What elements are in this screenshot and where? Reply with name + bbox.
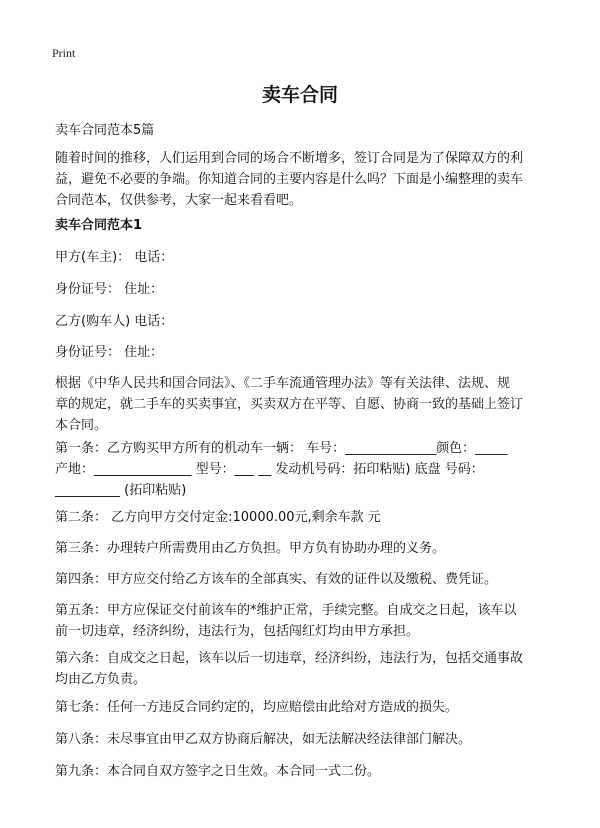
article-5-line: 第五条：甲方应保证交付前该车的*维护正常，手续完整。自成交之日起，该车以 [55,603,517,618]
article-2: 第二条： 乙方向甲方交付定金:10000.00元,剩余车款 元 [55,510,381,525]
intro-line: 随着时间的推移，人们运用到合同的场合不断增多，签订合同是为了保障双方的利 [55,151,524,166]
page-title: 卖车合同 [261,84,338,106]
section-heading: 卖车合同范本1 [55,218,143,233]
id-b-line: 身份证号： 住址： [55,345,164,360]
article-5-line: 前一切违章，经济纠纷，违法行为，包括闯红灯均由甲方承担。 [55,624,420,639]
article-8: 第八条：未尽事宜由甲乙双方协商后解决，如无法解决经法律部门解决。 [55,732,472,747]
article-6 [55,648,555,690]
party-a-line: 甲方(车主)： 电话： [55,250,174,265]
article-1-line: 产地：_______________ 型号：___ __ 发动机号码：拓印粘贴) 底盘 号码： [55,462,484,477]
article-9: 第九条：本合同自双方签字之日生效。本合同一式二份。 [55,764,381,779]
basis-line: 本合同。 [55,418,108,433]
subtitle: 卖车合同范本5篇 [55,123,155,138]
intro-line: 合同范本，仅供参考，大家一起来看看吧。 [55,193,303,208]
article-1-line: __________ (拓印粘贴) [55,483,187,498]
basis-line: 根据《中华人民共和国合同法》、《二手车流通管理办法》等有关法律、法规、规 [55,376,511,391]
intro-line: 益，避免不必要的争端。你知道合同的主要内容是什么吗？下面是小编整理的卖车 [55,172,524,187]
intro-paragraph [55,148,555,211]
basis-paragraph [55,373,555,436]
article-1-line: 第一条：乙方购买甲方所有的机动车一辆： 车号：______________颜色：_____ [55,441,508,456]
party-b-line: 乙方(购车人) 电话： [55,314,174,329]
article-7: 第七条：任何一方违反合同约定的，均应赔偿由此给对方造成的损失。 [55,700,459,715]
article-1 [55,438,555,501]
print-label[interactable]: Print [52,46,76,60]
article-6-line: 均由乙方负责。 [55,672,147,687]
id-a-line: 身份证号： 住址： [55,282,164,297]
article-4: 第四条：甲方应交付给乙方该车的全部真实、有效的证件以及缴税、费凭证。 [55,572,498,587]
article-6-line: 第六条：自成交之日起，该车以后一切违章，经济纠纷，违法行为，包括交通事故 [55,651,524,666]
basis-line: 章的规定，就二手车的买卖事宜，买卖双方在平等、自愿、协商一致的基础上签订 [55,397,524,412]
article-3: 第三条：办理转户所需费用由乙方负担。甲方负有协助办理的义务。 [55,541,446,556]
article-5 [55,600,555,642]
